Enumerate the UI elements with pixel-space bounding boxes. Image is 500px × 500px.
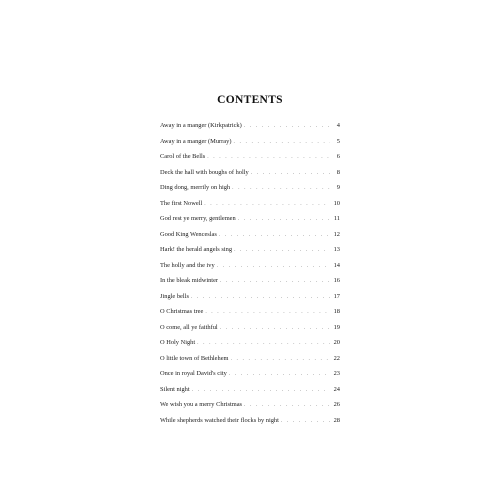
toc-entry-title: God rest ye merry, gentlemen [160,215,236,222]
toc-entry-title: Once in royal David's city [160,370,227,377]
toc-entry[interactable] [160,258,340,274]
toc-entry[interactable] [160,304,340,320]
toc-entry-page: 18 [333,308,340,315]
toc-leader-dots [197,336,330,352]
toc-entry-title: In the bleak midwinter [160,277,219,284]
toc-entry-title: The holly and the ivy [160,261,215,269]
toc-entry-page: 8 [336,168,340,176]
toc-leader-dots [204,197,330,213]
toc-entry-page: 9 [336,184,340,191]
toc-entry-page: 17 [333,292,340,300]
toc-leader-dots [251,166,330,182]
toc-entry-page: 23 [333,370,340,377]
toc-entry[interactable] [160,413,340,429]
toc-entry[interactable] [160,382,340,398]
toc-leader-dots [219,228,330,244]
toc-entry-page: 16 [333,277,340,284]
toc-leader-dots [244,119,330,135]
toc-entry-title: Carol of the Bells [160,153,206,160]
toc-entry[interactable] [160,118,340,134]
toc-entry-title: While shepherds watched their flocks by night [160,416,279,424]
toc-leader-dots [220,274,330,290]
toc-entry-page: 24 [333,385,340,393]
toc-entry-title: We wish you a merry Christmas [160,401,243,408]
toc-entry-page: 14 [333,261,340,269]
toc-entry-title: Hark! the herald angels sing [160,246,233,253]
toc-leader-dots [233,135,330,151]
toc-entry-page: 12 [333,230,340,238]
toc-entry-title: Good King Wenceslas [160,230,217,238]
toc-entry-title: Away in a manger (Murray) [160,137,232,145]
toc-entry[interactable] [160,211,340,227]
table-of-contents [160,118,340,428]
toc-entry-page: 28 [333,416,340,424]
toc-entry[interactable] [160,335,340,351]
toc-entry-title: O Christmas tree [160,308,204,315]
toc-entry-title: Jingle bells [160,292,189,300]
toc-entry[interactable] [160,180,340,196]
toc-entry[interactable] [160,165,340,181]
toc-entry-page: 19 [333,323,340,331]
toc-leader-dots [205,305,330,321]
toc-entry[interactable] [160,289,340,305]
toc-leader-dots [244,398,330,414]
toc-entry-page: 13 [333,246,340,253]
toc-leader-dots [192,383,330,399]
toc-leader-dots [281,414,330,430]
toc-entry[interactable] [160,227,340,243]
toc-entry[interactable] [160,196,340,212]
toc-entry-title: The first Nowell [160,199,203,207]
toc-leader-dots [217,259,330,275]
toc-leader-dots [191,290,330,306]
toc-entry-title: O Holy Night [160,339,196,346]
toc-leader-dots [220,321,330,337]
toc-leader-dots [232,181,330,197]
toc-leader-dots [231,352,330,368]
toc-leader-dots [238,212,330,228]
toc-entry[interactable] [160,366,340,382]
toc-entry-title: Away in a manger (Kirkpatrick) [160,122,242,129]
toc-entry[interactable] [160,273,340,289]
toc-leader-dots [229,367,330,383]
toc-entry-title: Silent night [160,385,190,393]
toc-entry[interactable] [160,134,340,150]
contents-heading: CONTENTS [217,94,283,106]
toc-entry-page: 26 [333,401,340,408]
toc-entry-page: 22 [333,354,340,362]
toc-entry-title: Ding dong, merrily on high [160,184,231,191]
toc-entry-page: 20 [333,339,340,346]
toc-entry-page: 10 [333,199,340,207]
toc-leader-dots [234,243,330,259]
toc-entry-page: 4 [336,122,340,129]
toc-entry-title: O little town of Bethlehem [160,354,229,362]
toc-entry[interactable] [160,149,340,165]
toc-leader-dots [207,150,330,166]
toc-entry-title: O come, all ye faithful [160,323,218,331]
toc-entry-title: Deck the hall with boughs of holly [160,168,249,176]
toc-entry-page: 6 [336,153,340,160]
toc-entry[interactable] [160,351,340,367]
toc-entry-page: 5 [336,137,340,145]
toc-entry[interactable] [160,397,340,413]
toc-entry[interactable] [160,320,340,336]
toc-entry-page: 11 [333,215,340,222]
toc-entry[interactable] [160,242,340,258]
